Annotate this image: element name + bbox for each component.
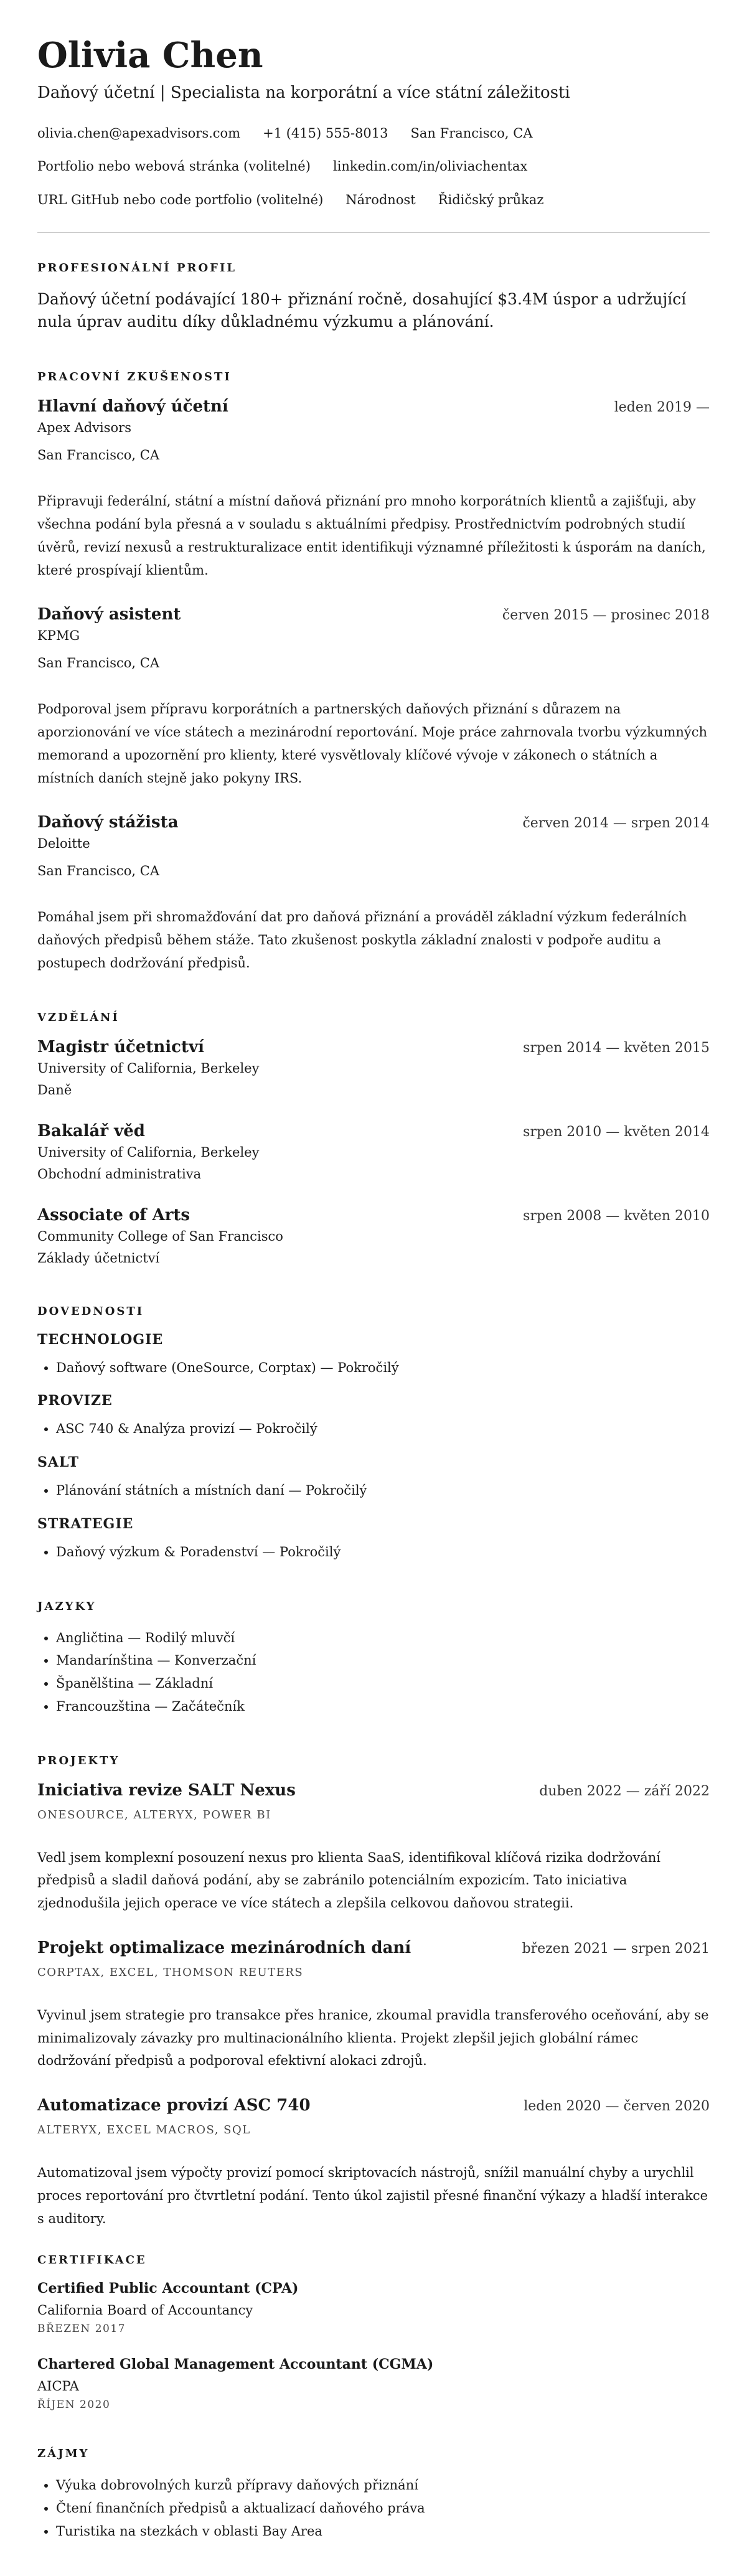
job-location: San Francisco, CA: [37, 863, 160, 878]
profile-text: Daňový účetní podávající 180+ přiznání ročně, dosahující $3.4M úspor a udržující nula úprav auditu díky důkladnému výzkumu a plánování.: [37, 289, 687, 331]
education-entry: [37, 1038, 710, 1101]
section-title: DOVEDNOSTI: [37, 1304, 144, 1318]
degree: Associate of Arts: [37, 1205, 190, 1225]
company: Apex Advisors: [37, 420, 131, 436]
candidate-name: Olivia Chen: [37, 35, 263, 76]
github-link[interactable]: URL GitHub nebo code portfolio (volitelné): [37, 192, 324, 207]
header-divider: [37, 232, 710, 233]
education-section: [37, 1011, 710, 1269]
project-entry: [37, 2096, 710, 2230]
language-item: • Francouzština — Začátečník: [56, 1695, 710, 1718]
skill-item: • ASC 740 & Analýza provizí — Pokročilý: [56, 1417, 710, 1441]
location: San Francisco, CA: [410, 125, 533, 141]
section-title: VZDĚLÁNÍ: [37, 1010, 120, 1024]
project-name: Iniciativa revize SALT Nexus: [37, 1780, 296, 1800]
section-title: ZÁJMY: [37, 2447, 90, 2461]
job-description: Připravuji federální, státní a místní daňová přiznání pro mnoho korporátních klientů a zajišťuji, aby všechna podání byla přesná a v souladu s aktuálními předpisy. Prostřednictvím podrobných studií úvěrů, revizí nexusů a restrukturalizace entit identifikuji významné příležitosti k úsporám na daních, které prospívají klientům.: [37, 494, 706, 578]
school: University of California, Berkeley: [37, 1060, 260, 1076]
portfolio-link[interactable]: Portfolio nebo webová stránka (volitelné): [37, 159, 311, 174]
job-title: Hlavní daňový účetní: [37, 397, 228, 416]
certification-entry: [37, 2280, 710, 2335]
links-row: [37, 158, 710, 175]
education-entry: [37, 1122, 710, 1185]
skill-item: • Plánování státních a místních daní — Pokročilý: [56, 1479, 710, 1502]
project-date: duben 2022 — září 2022: [539, 1783, 710, 1799]
project-description: Automatizoval jsem výpočty provizí pomocí skriptovacích nástrojů, snížil manuální chyby a urychlil proces reportování pro čtvrtletní podání. Tento úkol zajistil přesné finanční výkazy a hladší interakce s auditory.: [37, 2165, 708, 2226]
project-tags: CORPTAX, EXCEL, THOMSON REUTERS: [37, 1965, 304, 1979]
certification-date: ŘÍJEN 2020: [37, 2399, 111, 2412]
skill-list: [37, 1541, 710, 1564]
nationality: Národnost: [345, 192, 416, 207]
job-title: Daňový stážista: [37, 813, 179, 832]
interest-item: • Čtení finančních předpisů a aktualizací daňového práva: [56, 2497, 710, 2520]
job-date: červen 2015 — prosinec 2018: [502, 608, 710, 624]
school: University of California, Berkeley: [37, 1144, 260, 1160]
skill-category: TECHNOLOGIE: [37, 1331, 164, 1348]
field-of-study: Základy účetnictví: [37, 1251, 160, 1266]
section-title: PROFESIONÁLNÍ PROFIL: [37, 261, 237, 275]
language-item: • Španělština — Základní: [56, 1672, 710, 1695]
skill-list: [37, 1417, 710, 1441]
certification-issuer: AICPA: [37, 2379, 79, 2394]
job-description: Pomáhal jsem při shromažďování dat pro daňová přiznání a prováděl základní výzkum federálních daňových předpisů během stáže. Tato zkušenost poskytla základní znalosti v podpoře auditu a postupech dodržování předpisů.: [37, 910, 687, 971]
project-description: Vedl jsem komplexní posouzení nexus pro klienta SaaS, identifikoval klíčová rizika dodržování předpisů a sladil daňová podání, aby se zabránilo potenciálním expozicím. Tato iniciativa zjednodušila jejich operace ve více státech a zlepšila celkovou daňovou strategii.: [37, 1850, 660, 1911]
experience-entry: [37, 605, 710, 789]
degree: Magistr účetnictví: [37, 1037, 204, 1056]
experience-entry: [37, 397, 710, 581]
certification-date: BŘEZEN 2017: [37, 2323, 126, 2336]
language-list: [37, 1627, 710, 1718]
section-title: CERTIFIKACE: [37, 2254, 147, 2267]
job-location: San Francisco, CA: [37, 655, 160, 670]
language-item: • Angličtina — Rodilý mluvčí: [56, 1627, 710, 1650]
job-title: Daňový asistent: [37, 605, 181, 624]
interest-item: • Turistika na stezkách v oblasti Bay Area: [56, 2520, 710, 2543]
skill-list: [37, 1479, 710, 1502]
project-entry: [37, 1939, 710, 2072]
certification-issuer: California Board of Accountancy: [37, 2303, 253, 2318]
email-link[interactable]: olivia.chen@apexadvisors.com: [37, 125, 241, 141]
education-entry: [37, 1206, 710, 1269]
project-name: Projekt optimalizace mezinárodních daní: [37, 1938, 411, 1957]
skills-section: [37, 1305, 710, 1564]
interest-list: [37, 2474, 710, 2542]
company: Deloitte: [37, 836, 90, 852]
skill-category: PROVIZE: [37, 1393, 113, 1409]
project-date: březen 2021 — srpen 2021: [522, 1940, 710, 1957]
job-date: leden 2019 —: [614, 400, 710, 416]
certification-name: Chartered Global Management Accountant (CGMA): [37, 2356, 434, 2373]
phone-number: +1 (415) 555-8013: [263, 125, 388, 141]
interest-item: • Výuka dobrovolných kurzů přípravy daňových přiznání: [56, 2474, 710, 2497]
section-title: JAZYKY: [37, 1599, 96, 1613]
experience-section: [37, 370, 710, 974]
certification-name: Certified Public Accountant (CPA): [37, 2280, 299, 2297]
skill-category: STRATEGIE: [37, 1515, 134, 1532]
contact-row: [37, 125, 710, 142]
project-tags: ONESOURCE, ALTERYX, POWER BI: [37, 1808, 271, 1822]
tagline: Daňový účetní | Specialista na korporátní a více státní záležitosti: [37, 83, 570, 103]
interests-section: [37, 2447, 710, 2542]
project-date: leden 2020 — červen 2020: [524, 2099, 710, 2115]
education-date: srpen 2010 — květen 2014: [523, 1124, 710, 1140]
company: KPMG: [37, 628, 80, 644]
field-of-study: Obchodní administrativa: [37, 1167, 202, 1182]
section-title: PROJEKTY: [37, 1754, 120, 1767]
skill-category: SALT: [37, 1454, 80, 1471]
skill-item: • Daňový výzkum & Poradenství — Pokročilý: [56, 1541, 710, 1564]
field-of-study: Daně: [37, 1083, 72, 1098]
resume-page: [37, 0, 710, 2543]
profile-section: [37, 261, 710, 334]
school: Community College of San Francisco: [37, 1228, 283, 1244]
education-date: srpen 2014 — květen 2015: [523, 1040, 710, 1056]
degree: Bakalář věd: [37, 1121, 145, 1140]
job-date: červen 2014 — srpen 2014: [522, 816, 710, 832]
linkedin-link[interactable]: linkedin.com/in/oliviachentax: [332, 159, 528, 174]
drivers-license: Řidičský průkaz: [438, 192, 544, 207]
project-entry: [37, 1781, 710, 1915]
projects-section: [37, 1754, 710, 2230]
experience-entry: [37, 813, 710, 974]
section-title: PRACOVNÍ ZKUŠENOSTI: [37, 370, 232, 384]
certifications-section: [37, 2254, 710, 2411]
project-description: Vyvinul jsem strategie pro transakce přes hranice, zkoumal pravidla transferového oceňování, aby se minimalizovaly závazky pro multinacionálního klienta. Projekt zlepšil jejich globální rámec dodržování předpisů a podporoval efektivní alokaci zdrojů.: [37, 2007, 709, 2069]
job-location: San Francisco, CA: [37, 447, 160, 463]
language-item: • Mandarínština — Konverzační: [56, 1649, 710, 1672]
certification-entry: [37, 2356, 710, 2411]
project-tags: ALTERYX, EXCEL MACROS, SQL: [37, 2123, 251, 2137]
skill-item: • Daňový software (OneSource, Corptax) — Pokročilý: [56, 1356, 710, 1380]
skill-list: [37, 1356, 710, 1380]
education-date: srpen 2008 — květen 2010: [523, 1208, 710, 1224]
extras-row: [37, 192, 710, 209]
job-description: Podporoval jsem přípravu korporátních a partnerských daňových přiznání s důrazem na aporzionování ve více státech a mezinárodní reportování. Moje práce zahrnovala tvorbu výzkumných memorand a upozornění pro klienty, které vysvětlovaly klíčové vývoje v zákonech o státních a místních daních stejně jako pokyny IRS.: [37, 702, 708, 786]
project-name: Automatizace provizí ASC 740: [37, 2096, 311, 2115]
languages-section: [37, 1600, 710, 1718]
